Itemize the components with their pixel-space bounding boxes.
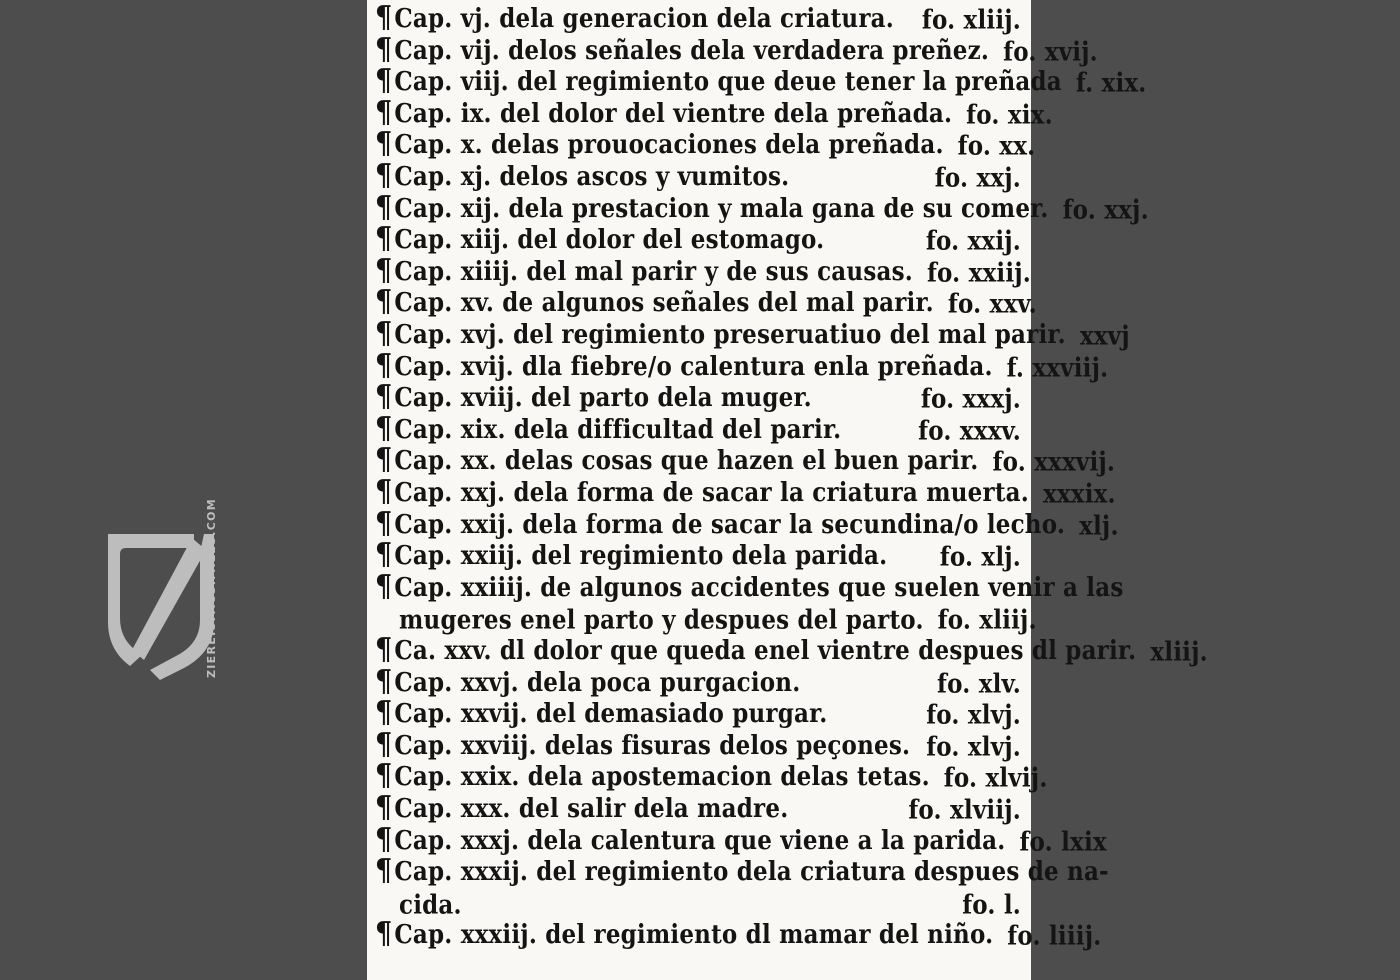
pilcrow-icon: ¶: [375, 663, 393, 699]
chapter-title: [375, 917, 993, 952]
folio-number: fo. xlvj.: [926, 731, 1021, 762]
book-page: [367, 0, 1208, 980]
toc-entry: [375, 728, 1021, 762]
folio-number: xxvj: [1079, 320, 1130, 351]
chapter-text: Cap. xiij. del dolor del estomago.: [394, 224, 825, 256]
chapter-title: [375, 190, 1049, 225]
chapter-text: Cap. xvj. del regimiento preseruatiuo del mal parir.: [394, 319, 1066, 350]
folio-number: fo. xxxv.: [918, 415, 1021, 446]
chapter-title: [375, 95, 952, 130]
folio-number: fo. lxix: [1019, 826, 1107, 857]
chapter-title: [375, 506, 1065, 541]
chapter-text: Cap. xxiij. del regimiento dela parida.: [394, 540, 888, 572]
chapter-text: Ca. xxv. dl dolor que queda enel vientre despues dl parir.: [394, 635, 1137, 666]
chapter-title: [375, 127, 944, 162]
pilcrow-icon: ¶: [375, 379, 393, 415]
toc-entry: [375, 665, 1021, 699]
chapter-text: Cap. xxj. dela forma de sacar la criatura muerta.: [394, 477, 1029, 508]
pilcrow-icon: ¶: [375, 916, 393, 952]
chapter-text: Cap. xviij. del parto dela muger.: [394, 382, 812, 414]
chapter-title: [375, 379, 907, 414]
chapter-title: [375, 664, 923, 699]
pilcrow-icon: ¶: [375, 63, 393, 99]
pilcrow-icon: ¶: [375, 632, 393, 667]
folio-number: fo. xxij.: [925, 225, 1021, 257]
pilcrow-icon: ¶: [375, 284, 393, 320]
folio-number: fo. xxxj.: [920, 383, 1021, 415]
pilcrow-icon: ¶: [375, 189, 393, 225]
pilcrow-icon: ¶: [375, 316, 393, 351]
folio-number: fo. xlvj.: [926, 699, 1021, 731]
toc-entry: [375, 442, 1116, 478]
chapter-title: [375, 221, 912, 256]
chapter-title: [375, 443, 979, 478]
chapter-text: Cap. vj. dela generacion dela criatura.: [394, 3, 894, 34]
toc-entry: [375, 412, 1021, 446]
folio-number: fo. xxv.: [947, 289, 1037, 320]
toc-entry: [399, 886, 1021, 920]
pilcrow-icon: ¶: [375, 411, 393, 446]
chapter-text: Cap. xvij. dla fiebre/o calentura enla preñada.: [394, 351, 993, 382]
chapter-title: [375, 316, 1066, 351]
chapter-title: [375, 0, 908, 35]
toc-entry: [375, 916, 1102, 952]
folio-number: xxxix.: [1042, 478, 1116, 509]
chapter-text: Cap. xxxij. del regimiento dela criatura despues de na-: [394, 856, 1109, 888]
toc-entry: [375, 31, 1098, 67]
chapter-title: [399, 890, 948, 920]
toc-entry: [375, 347, 1109, 383]
chapter-title: [375, 790, 894, 825]
folio-number: fo. xliij.: [921, 4, 1021, 35]
folio-number: fo. xx.: [957, 131, 1036, 162]
chapter-title: [375, 632, 1136, 667]
chapter-text: Cap. xxix. dela apostemacion delas tetas.: [394, 762, 930, 793]
folio-number: fo. l.: [962, 889, 1021, 920]
toc-entry: [375, 381, 1021, 415]
pilcrow-icon: ¶: [375, 0, 393, 35]
toc-entry: [375, 189, 1149, 225]
toc-entry: [375, 126, 1036, 162]
folio-number: fo. xvij.: [1003, 36, 1098, 67]
table-of-contents: [367, 0, 1208, 980]
pilcrow-icon: ¶: [375, 853, 393, 889]
folio-number: fo. xix.: [966, 99, 1053, 130]
toc-entry: [375, 632, 1208, 667]
toc-entry: [375, 821, 1107, 857]
chapter-text: Cap. vij. delos señales dela verdadera preñez.: [394, 35, 990, 66]
chapter-text: Cap. x. delas prouocaciones dela preñada.: [394, 130, 944, 161]
pilcrow-icon: ¶: [375, 221, 393, 257]
chapter-title: [375, 285, 934, 320]
pilcrow-icon: ¶: [375, 758, 393, 794]
chapter-text: Cap. xj. delos ascos y vumitos.: [394, 161, 790, 192]
chapter-title: [375, 474, 1029, 509]
toc-entry: [375, 697, 1021, 731]
pilcrow-icon: ¶: [375, 505, 393, 541]
folio-number: fo. xlv.: [937, 668, 1021, 699]
folio-number: fo. liiij.: [1007, 921, 1102, 952]
chapter-text: Cap. ix. del dolor del vientre dela preñada.: [394, 98, 953, 129]
pilcrow-icon: ¶: [375, 695, 393, 731]
toc-entry: [375, 159, 1021, 193]
toc-entry: [399, 602, 1037, 636]
folio-number: xlj.: [1079, 510, 1119, 541]
chapter-title: [375, 537, 926, 572]
folio-number: fo. xlj.: [939, 541, 1021, 573]
chapter-text: mugeres enel parto y despues del parto.: [399, 605, 924, 636]
folio-number: fo. xlviij.: [908, 794, 1021, 825]
chapter-text: Cap. viij. del regimiento que deue tener la preñada: [394, 66, 1062, 98]
chapter-title: [375, 63, 1062, 98]
folio-number: fo. xlvij.: [943, 763, 1048, 794]
chapter-text: Cap. xx. delas cosas que hazen el buen parir.: [394, 446, 979, 477]
pilcrow-icon: ¶: [375, 347, 393, 383]
chapter-title: [375, 569, 1124, 604]
chapter-title: [375, 253, 913, 288]
chapter-text: Cap. xij. dela prestacion y mala gana de su comer.: [394, 193, 1049, 224]
pilcrow-icon: ¶: [375, 790, 393, 825]
folio-number: f. xix.: [1075, 67, 1147, 99]
toc-entry: [375, 253, 1032, 288]
chapter-text: Cap. xxviij. delas fisuras delos peçones.: [394, 730, 911, 761]
pilcrow-icon: ¶: [375, 474, 393, 509]
chapter-text: Cap. xxxiij. del regimiento dl mamar del niño.: [394, 920, 994, 951]
chapter-text: cida.: [399, 889, 462, 920]
pilcrow-icon: ¶: [375, 537, 393, 573]
chapter-text: Cap. xxiiij. de algunos accidentes que suelen venir a las: [394, 572, 1124, 603]
toc-entry: [375, 791, 1021, 825]
folio-number: xliij.: [1150, 636, 1208, 667]
watermark-text: ZIEREISFACSIMILES.COM: [205, 498, 218, 678]
pilcrow-icon: ¶: [375, 253, 393, 288]
toc-entry: [375, 474, 1116, 509]
chapter-title: [399, 605, 924, 635]
folio-number: f. xxviij.: [1006, 352, 1109, 383]
pilcrow-icon: ¶: [375, 126, 393, 162]
toc-entry: [375, 758, 1048, 794]
chapter-title: [375, 348, 993, 383]
chapter-title: [375, 695, 912, 730]
folio-number: fo. xxj.: [934, 162, 1021, 193]
chapter-title: [375, 822, 1005, 857]
toc-entry: [375, 223, 1021, 257]
chapter-text: Cap. xxvj. dela poca purgacion.: [394, 667, 801, 698]
pilcrow-icon: ¶: [375, 821, 393, 857]
folio-number: fo. xxiij.: [926, 257, 1032, 288]
chapter-text: Cap. xv. de algunos señales del mal parir.: [394, 288, 934, 319]
toc-entry: [375, 539, 1021, 573]
toc-entry: [375, 284, 1037, 320]
toc-entry: [375, 1, 1021, 35]
toc-entry: [375, 95, 1053, 130]
pilcrow-icon: ¶: [375, 727, 393, 762]
folio-number: fo. xxj.: [1062, 194, 1149, 225]
chapter-title: [375, 727, 912, 762]
pilcrow-icon: ¶: [375, 569, 393, 604]
folio-number: fo. xliij.: [937, 605, 1037, 636]
chapter-title: [375, 759, 930, 794]
chapter-title: [375, 32, 989, 67]
toc-entry: [375, 316, 1130, 351]
chapter-text: Cap. xxx. del salir dela madre.: [394, 793, 789, 824]
pilcrow-icon: ¶: [375, 442, 393, 478]
pilcrow-icon: ¶: [375, 158, 393, 193]
folio-number: fo. xxxvij.: [992, 447, 1116, 478]
toc-entry: [375, 853, 1109, 889]
chapter-title: [375, 853, 1109, 888]
toc-entry: [375, 569, 1124, 604]
chapter-title: [375, 158, 921, 193]
chapter-text: Cap. xiiij. del mal parir y de sus causas.: [394, 256, 913, 287]
pilcrow-icon: ¶: [375, 95, 393, 130]
chapter-text: Cap. xxvij. del demasiado purgar.: [394, 698, 828, 730]
chapter-text: Cap. xxij. dela forma de sacar la secundina/o lecho.: [394, 509, 1066, 540]
pilcrow-icon: ¶: [375, 31, 393, 67]
chapter-title: [375, 411, 904, 446]
chapter-text: Cap. xix. dela difficultad del parir.: [394, 414, 842, 445]
chapter-text: Cap. xxxj. dela calentura que viene a la parida.: [394, 825, 1006, 856]
toc-entry: [375, 63, 1147, 99]
toc-entry: [375, 505, 1119, 541]
